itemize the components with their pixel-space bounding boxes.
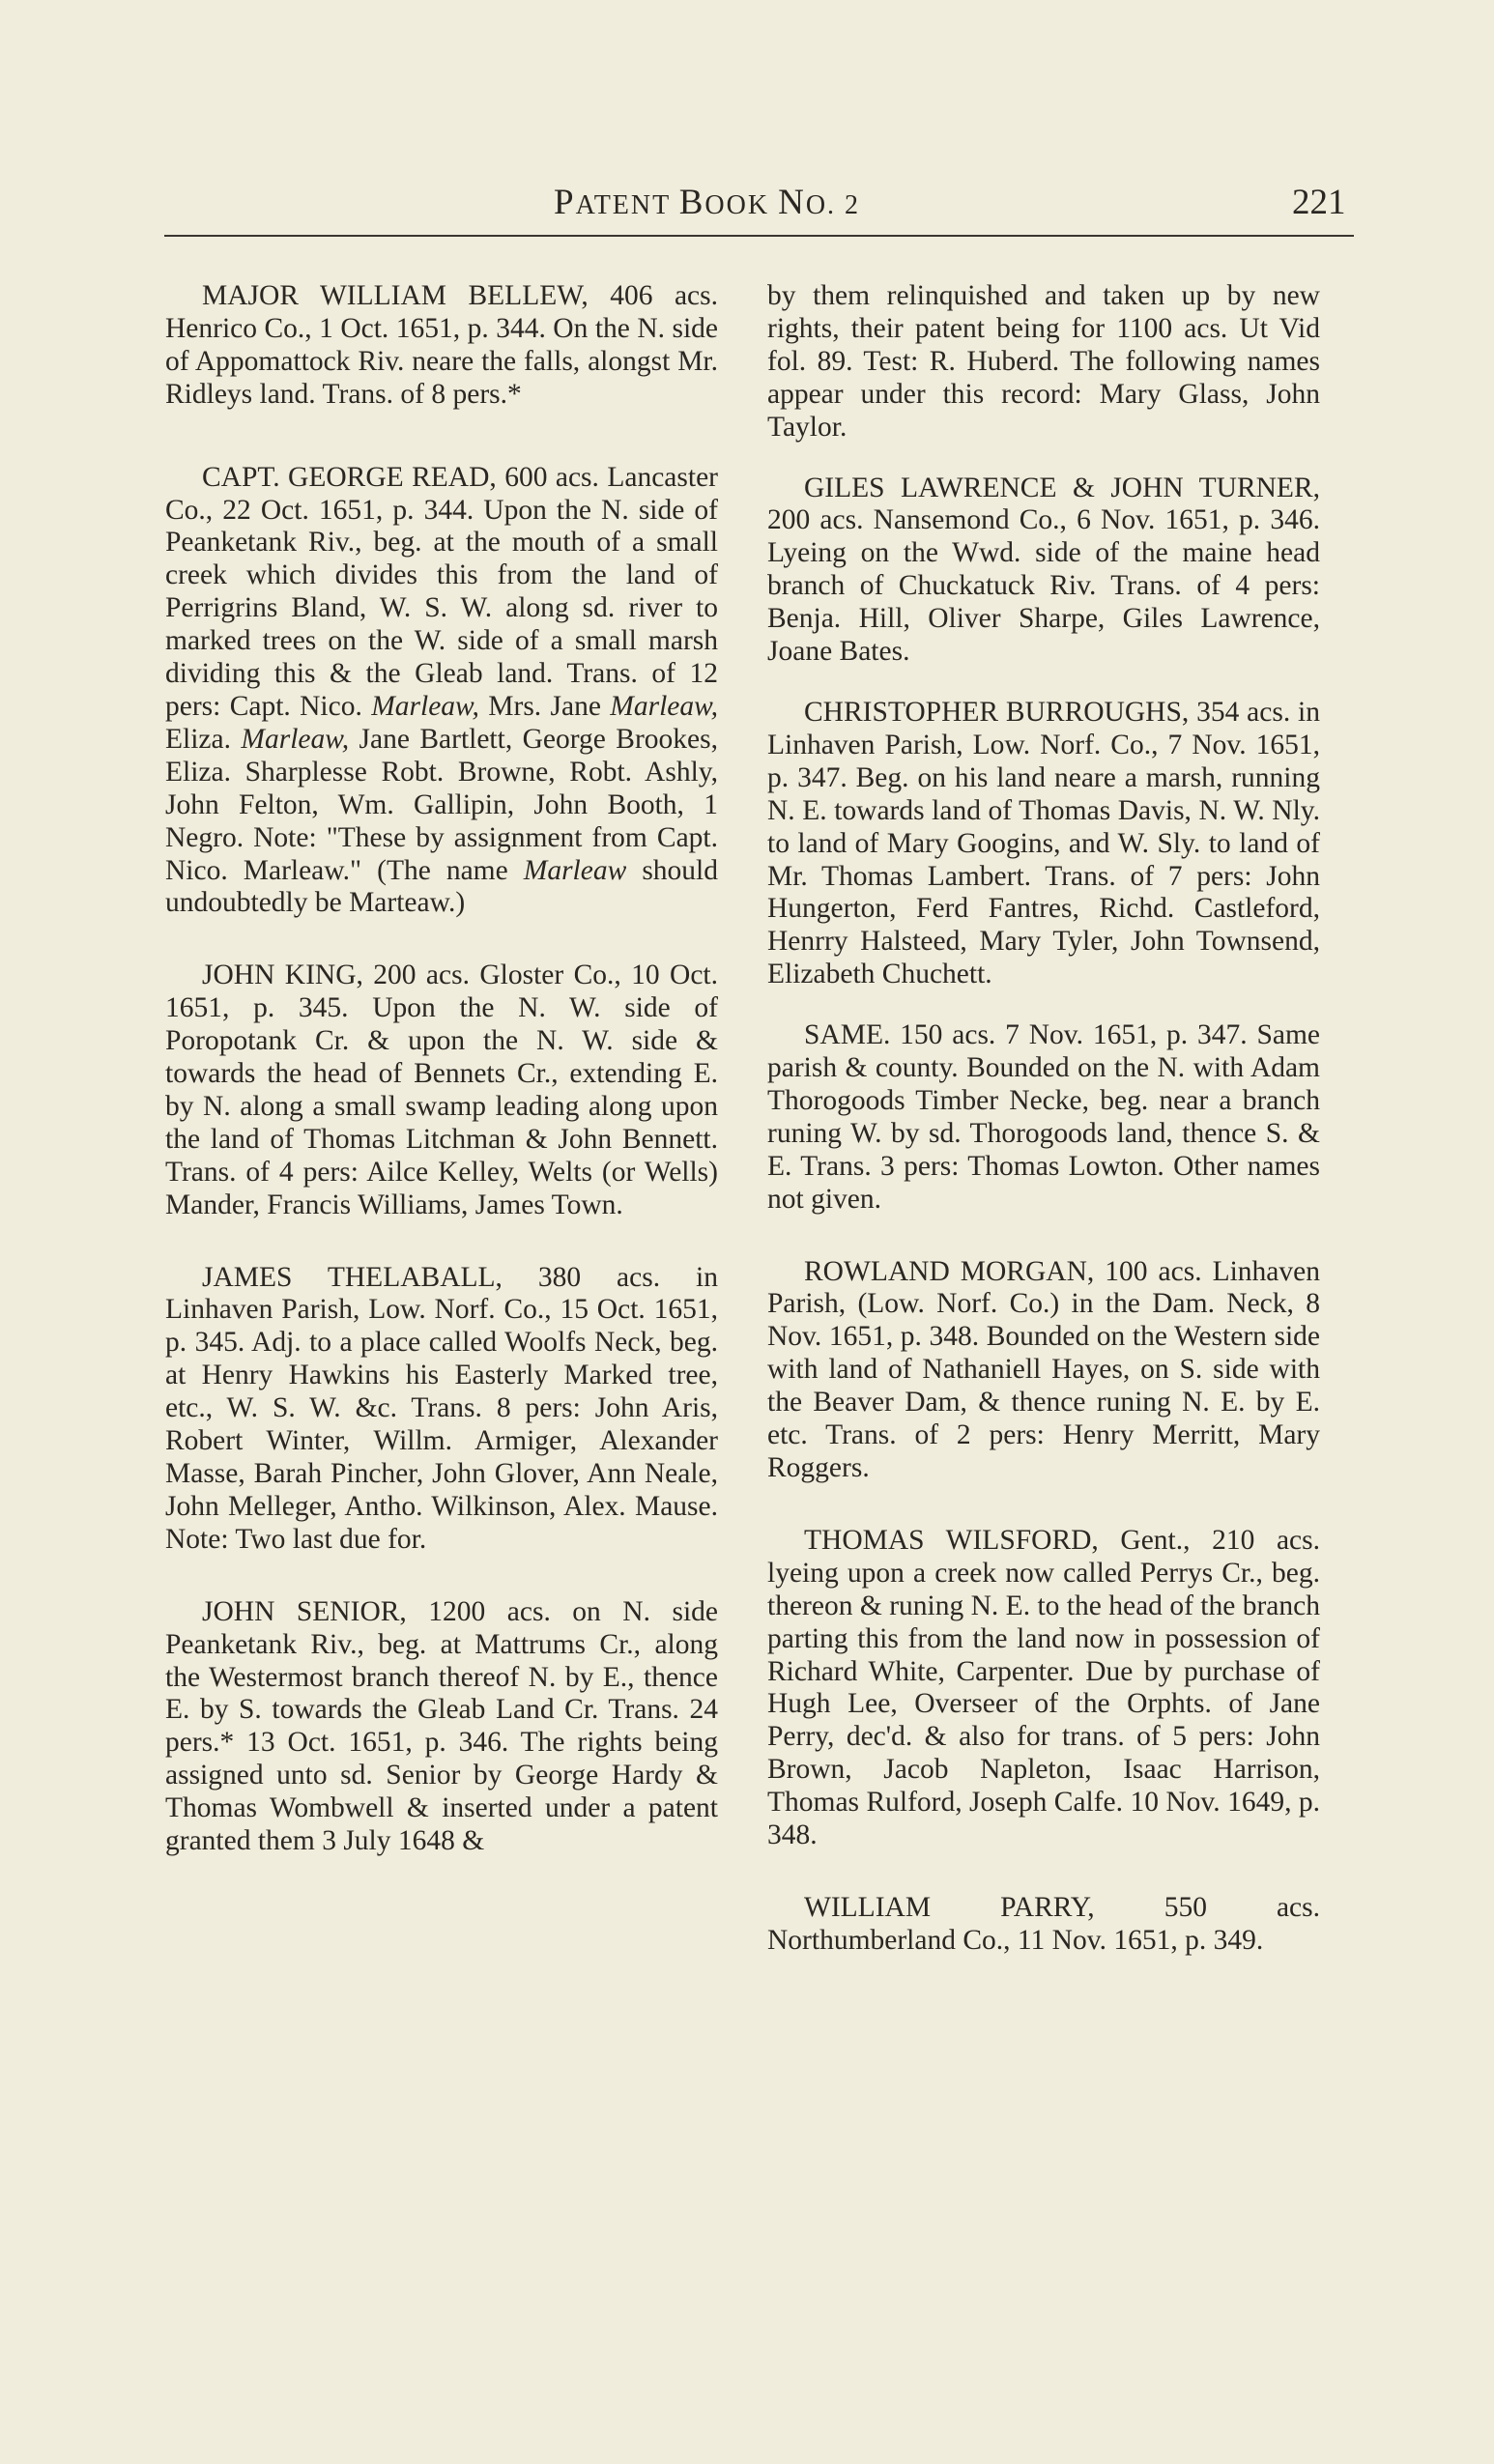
running-head-initial: P: [554, 183, 576, 222]
running-head-text: O. 2: [805, 190, 861, 220]
running-head: [554, 182, 860, 223]
entry-james-thelaball: JAMES THELABALL, 380 acs. in Linhaven Parish, Low. Norf. Co., 15 Oct. 1651, p. 345. Adj. to a place called Woolfs Neck, beg. at Henry Hawkins his Easterly Marked tree, etc., W. S. W. &c. Trans. 8 pers: John Aris, Robert Winter, Willm. Armiger, Alexander Masse, Barah Pincher, John Glover, Ann Neale, John Melleger, Antho. Wilkinson, Alex. Mause. Note: Two last due for.: [165, 1261, 718, 1555]
entry-george-read: [165, 462, 718, 921]
entry-text: Mrs. Jane: [478, 690, 611, 722]
running-head-initial: N: [778, 183, 806, 222]
running-head-initial: B: [678, 183, 705, 222]
page-number: 221: [1292, 183, 1346, 222]
entry-rowland-morgan: ROWLAND MORGAN, 100 acs. Linhaven Parish, (Low. Norf. Co.) in the Dam. Neck, 8 Nov. 1651, p. 348. Bounded on the Western side with land of Nathaniell Hayes, on S. side with the Beaver Dam, & thence runing N. E. by E. etc. Trans. of 2 pers: Henry Merritt, Mary Roggers.: [767, 1255, 1320, 1483]
running-head-text: OOK: [704, 190, 779, 220]
entry-john-senior-continued: by them relinquished and taken up by new rights, their patent being for 1100 acs. Ut Vid fol. 89. Test: R. Huberd. The following names appear under this record: Mary Glass, John Taylor.: [767, 280, 1320, 443]
page-header: [0, 182, 1494, 230]
entry-text: Jane Bartlett, George Brookes, Eliza. Sharplesse Robt. Browne, Robt. Ashly, John Felton, Wm. Gallipin, John Booth, 1 Negro. Note: "These by assignment from Capt. Nico. Marleaw." (The name: [165, 723, 718, 886]
right-column: [767, 280, 1320, 1958]
header-rule: [164, 235, 1354, 237]
entry-text: CAPT. GEORGE READ, 600 acs. Lancaster Co., 22 Oct. 1651, p. 344. Upon the N. side of Peanketank Riv., beg. at the mouth of a small creek which divides this from the land of Perrigrins Bland, W. S. W. along sd. river to marked trees on the W. side of a small marsh dividing this & the Gleab land. Trans. of 12 pers: Capt. Nico.: [165, 461, 718, 722]
italic-name: Marleaw: [523, 854, 627, 886]
entry-christopher-burroughs: CHRISTOPHER BURROUGHS, 354 acs. in Linhaven Parish, Low. Norf. Co., 7 Nov. 1651, p. 347. Beg. on his land neare a marsh, running N. E. towards land of Thomas Davis, N. W. Nly. to land of Mary Googins, and W. Sly. to land of Mr. Thomas Lambert. Trans. of 7 pers: John Hungerton, Ferd Fantres, Richd. Castleford, Henrry Halsteed, Mary Tyler, John Townsend, Elizabeth Chuchett.: [767, 696, 1320, 990]
left-column: [165, 280, 718, 1858]
entry-william-bellew: MAJOR WILLIAM BELLEW, 406 acs. Henrico Co., 1 Oct. 1651, p. 344. On the N. side of Appomattock Riv. neare the falls, alongst Mr. Ridleys land. Trans. of 8 pers.*: [165, 280, 718, 410]
italic-name: Marleaw,: [241, 723, 350, 755]
entry-john-king: JOHN KING, 200 acs. Gloster Co., 10 Oct. 1651, p. 345. Upon the N. W. side of Poropotank Cr. & upon the N. W. side & towards the head of Bennets Cr., extending E. by N. along a small swamp leading along upon the land of Thomas Litchman & John Bennett. Trans. of 4 pers: Ailce Kelley, Welts (or Wells) Mander, Francis Williams, James Town.: [165, 960, 718, 1220]
entry-john-senior: JOHN SENIOR, 1200 acs. on N. side Peanketank Riv., beg. at Mattrums Cr., along the Westermost branch thereof N. by E., thence E. by S. towards the Gleab Land Cr. Trans. 24 pers.* 13 Oct. 1651, p. 346. The rights being assigned unto sd. Senior by George Hardy & Thomas Wombwell & inserted under a patent granted them 3 July 1648 &: [165, 1595, 718, 1857]
entry-william-parry: WILLIAM PARRY, 550 acs. Northumberland Co., 11 Nov. 1651, p. 349.: [767, 1891, 1320, 1956]
entry-text: should undoubtedly be Marteaw.): [165, 854, 718, 919]
entry-thomas-wilsford: THOMAS WILSFORD, Gent., 210 acs. lyeing upon a creek now called Perrys Cr., beg. thereon & runing N. E. to the head of the branch parting this from the land now in possession of Richard White, Carpenter. Due by purchase of Hugh Lee, Overseer of the Orphts. of Jane Perry, dec'd. & also for trans. of 5 pers: John Brown, Jacob Napleton, Isaac Harrison, Thomas Rulford, Joseph Calfe. 10 Nov. 1649, p. 348.: [767, 1524, 1320, 1851]
entry-same: SAME. 150 acs. 7 Nov. 1651, p. 347. Same parish & county. Bounded on the N. with Adam Thorogoods Timber Necke, beg. near a branch runing W. by sd. Thorogoods land, thence S. & E. Trans. 3 pers: Thomas Lowton. Other names not given.: [767, 1019, 1320, 1215]
running-head-text: ATENT: [575, 190, 679, 220]
entry-giles-lawrence: GILES LAWRENCE & JOHN TURNER, 200 acs. Nansemond Co., 6 Nov. 1651, p. 346. Lyeing on the Wwd. side of the maine head branch of Chuckatuck Riv. Trans. of 4 pers: Benja. Hill, Oliver Sharpe, Giles Lawrence, Joane Bates.: [767, 472, 1320, 668]
entry-text: Eliza.: [165, 723, 242, 755]
italic-name: Marleaw,: [610, 690, 719, 722]
italic-name: Marleaw,: [371, 690, 479, 722]
